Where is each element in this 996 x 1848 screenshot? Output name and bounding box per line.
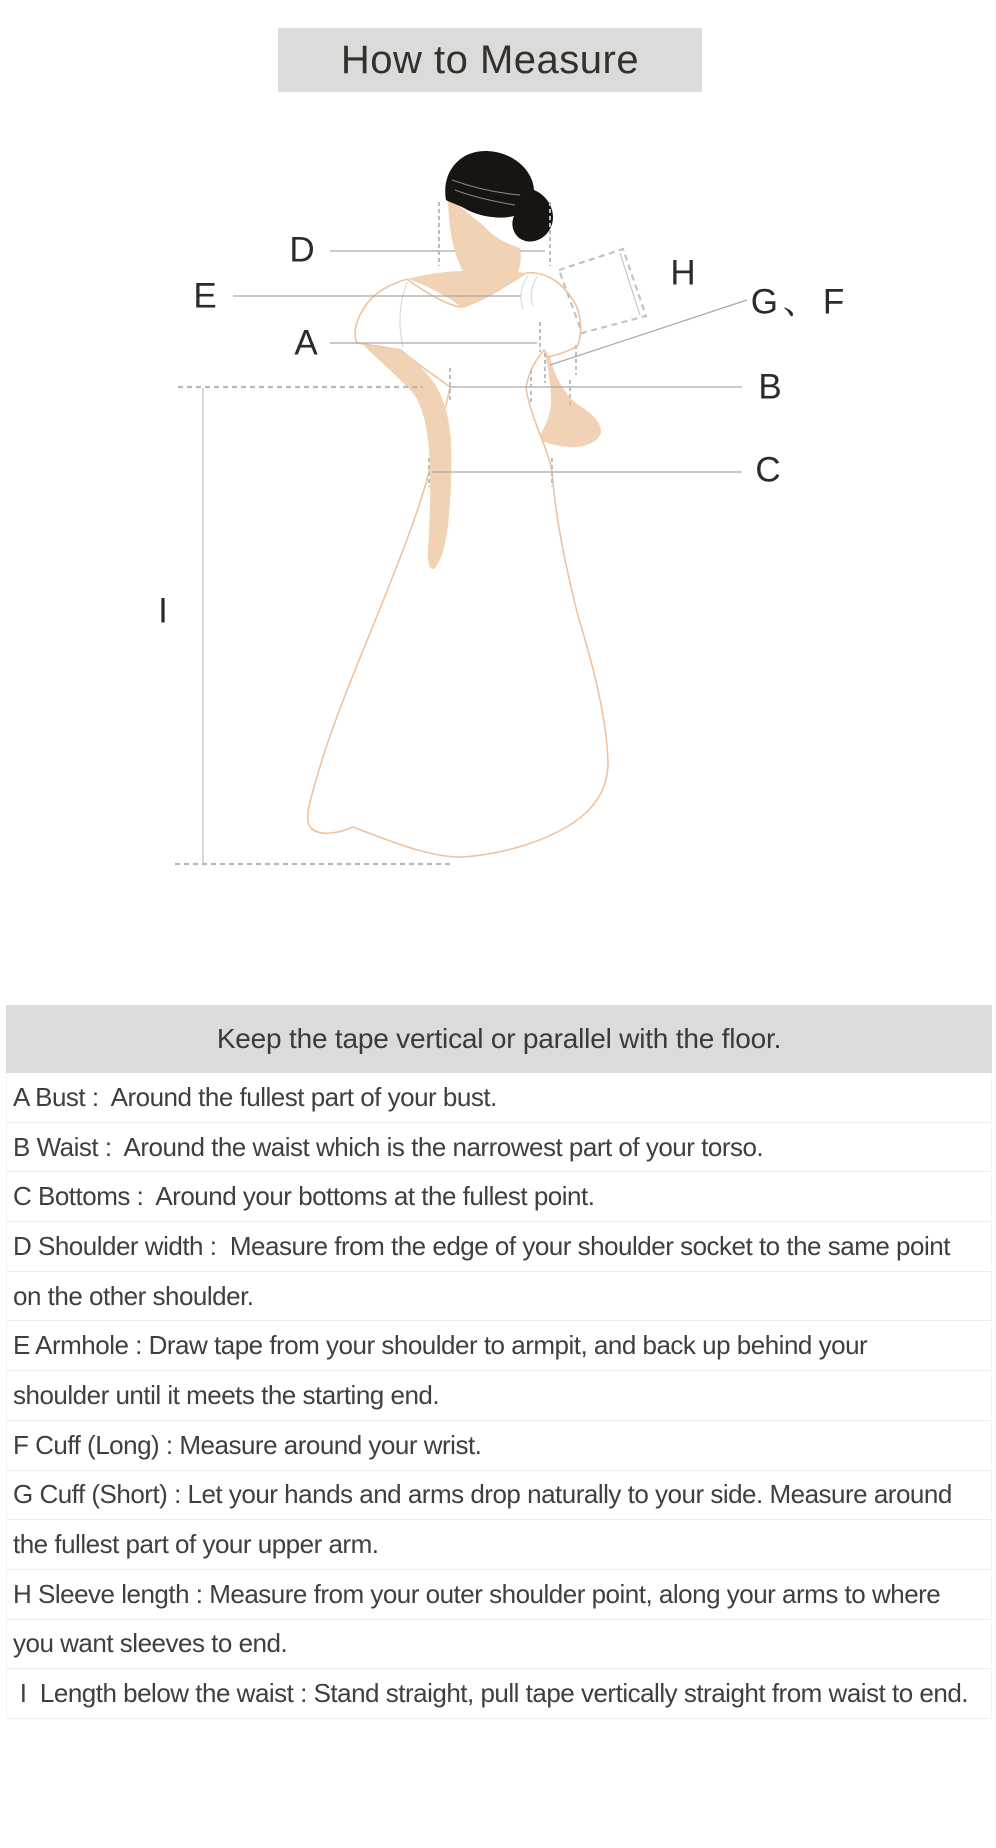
- size-guide-row: on the other shoulder.: [7, 1272, 991, 1322]
- size-guide-row: shoulder until it meets the starting end.: [7, 1371, 991, 1421]
- measure-label-B: B: [758, 367, 782, 407]
- size-guide-row: G Cuff (Short) : Let your hands and arms drop naturally to your side. Measure around: [7, 1471, 991, 1521]
- size-guide-row: the fullest part of your upper arm.: [7, 1520, 991, 1570]
- measure-label-D: D: [289, 230, 315, 270]
- measure-label-E: E: [193, 276, 217, 316]
- figure-right-arm: [538, 352, 601, 447]
- size-guide-rows: [7, 1073, 991, 1719]
- measure-label-I: I: [158, 591, 168, 631]
- measure-label-C: C: [755, 450, 781, 490]
- size-guide-row: E Armhole : Draw tape from your shoulder to armpit, and back up behind your: [7, 1321, 991, 1371]
- measure-label-A: A: [294, 323, 318, 363]
- measure-label-H: H: [670, 253, 696, 293]
- page-title: How to Measure: [278, 28, 702, 92]
- size-guide-row: B Waist : Around the waist which is the narrowest part of your torso.: [7, 1123, 991, 1173]
- size-guide-row: I Length below the waist : Stand straight, pull tape vertically straight from waist to end.: [7, 1669, 991, 1719]
- size-guide-row: F Cuff (Long) : Measure around your wrist.: [7, 1421, 991, 1471]
- size-guide-row: D Shoulder width : Measure from the edge of your shoulder socket to the same point: [7, 1222, 991, 1272]
- size-guide-header: Keep the tape vertical or parallel with the floor.: [6, 1005, 992, 1073]
- sleeve-length-bracket: [620, 253, 640, 315]
- size-guide-row: H Sleeve length : Measure from your outer shoulder point, along your arms to where: [7, 1570, 991, 1620]
- size-guide-row: A Bust : Around the fullest part of your bust.: [7, 1073, 991, 1123]
- figure-illustration: [0, 120, 996, 900]
- size-guide-row: you want sleeves to end.: [7, 1620, 991, 1670]
- size-guide-table: [6, 1005, 992, 1719]
- measurement-diagram: [0, 120, 996, 900]
- size-guide-row: C Bottoms : Around your bottoms at the fullest point.: [7, 1172, 991, 1222]
- measure-label-GF: G、F: [750, 282, 850, 322]
